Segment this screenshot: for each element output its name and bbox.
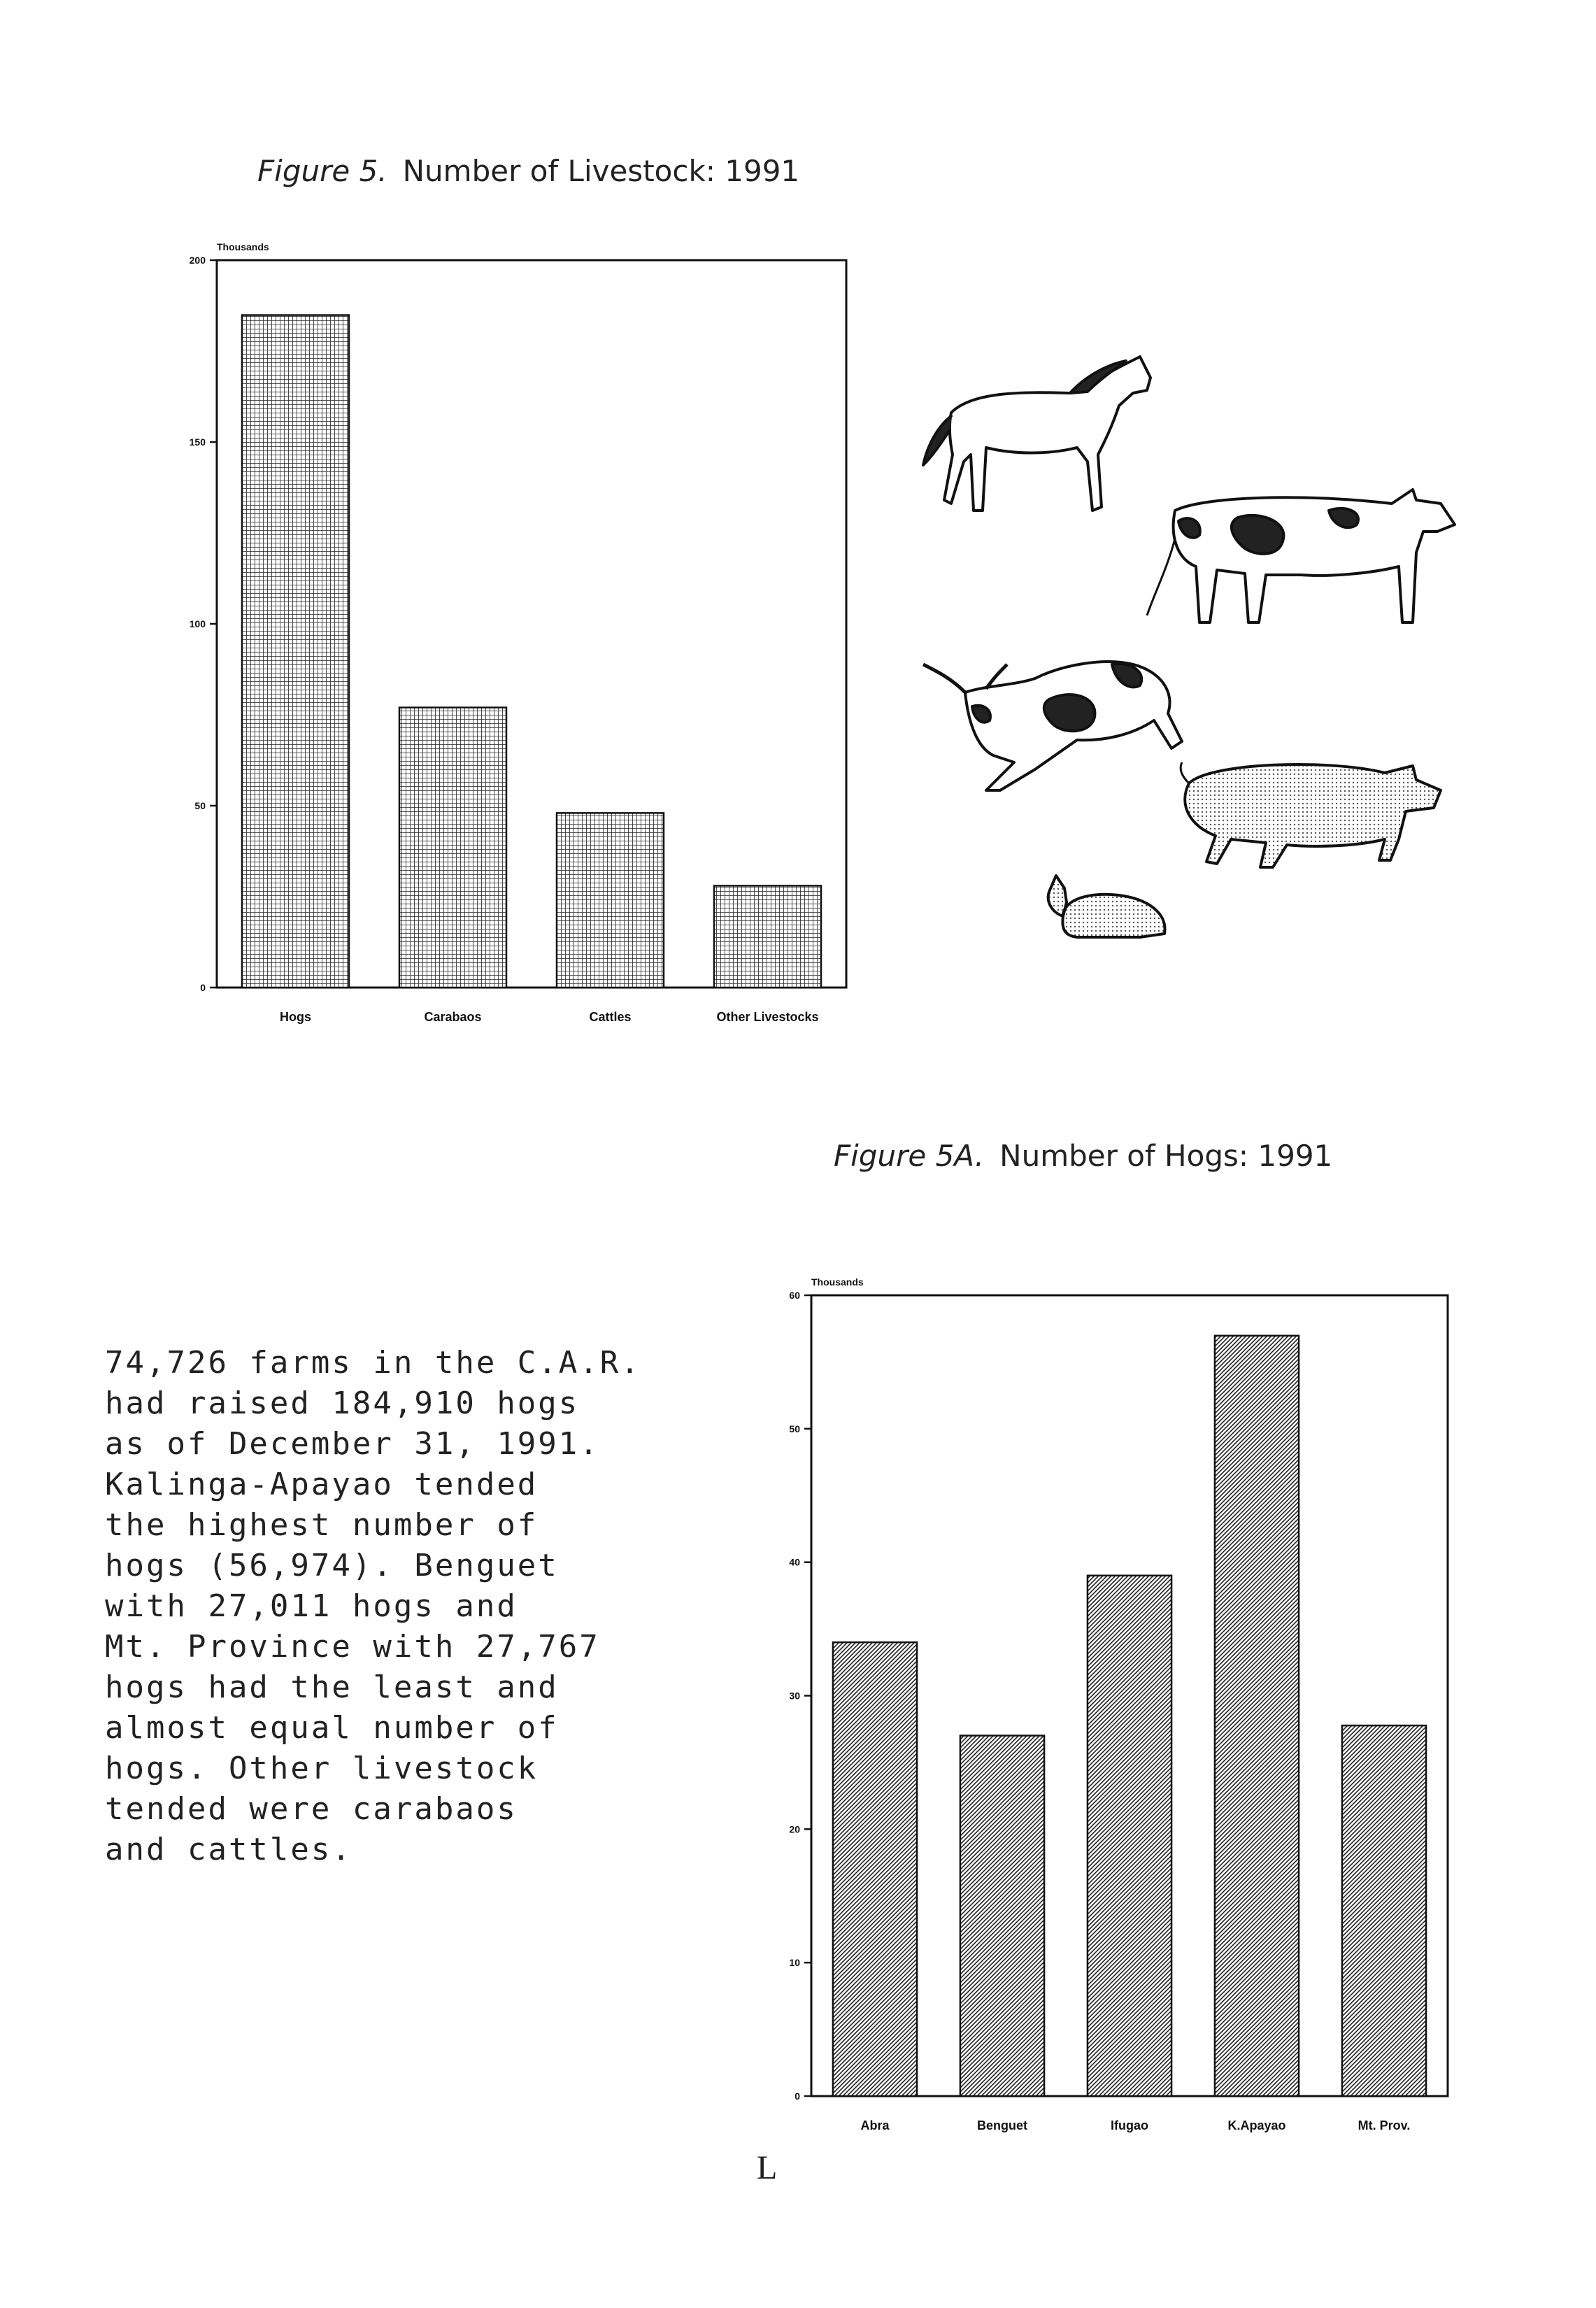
description-line: Mt. Province with 27,767 [105,1629,600,1665]
unit-label: Thousands [811,1276,864,1288]
rabbit-icon [1048,876,1165,937]
y-tick-label: 50 [789,1423,800,1434]
description-line: with 27,011 hogs and [105,1588,518,1624]
description-line: the highest number of [105,1507,539,1543]
livestock-chart [154,224,867,1049]
x-tick-label: Benguet [977,2118,1027,2132]
cow-icon [1147,490,1455,622]
x-tick-label: Mt. Prov. [1358,2118,1411,2132]
y-tick-label: 0 [795,2090,800,2102]
description-line: had raised 184,910 hogs [105,1385,580,1421]
figure-5a-label: Figure 5A. [834,1139,985,1173]
description-line: hogs. Other livestock [105,1751,539,1786]
bar [1215,1336,1299,2096]
description-paragraph [105,1343,641,1870]
unit-label: Thousands [217,241,269,252]
description-line: tended were carabaos [105,1791,518,1827]
y-tick-label: 150 [189,436,206,448]
bar [714,885,821,988]
x-tick-label: K.Apayao [1227,2118,1286,2132]
y-tick-label: 50 [194,800,206,811]
x-tick-label: Other Livestocks [716,1010,819,1024]
x-tick-label: Hogs [280,1010,311,1024]
bar [399,708,506,988]
y-tick-label: 10 [789,1957,800,1969]
bar [1342,1725,1426,2096]
x-tick-label: Cattles [589,1010,632,1024]
figure-5-caption: Number of Livestock: 1991 [402,154,800,188]
bar [242,315,349,988]
y-tick-label: 60 [789,1290,800,1301]
livestock-chart-svg [154,224,867,1049]
description-line: and cattles. [105,1832,352,1867]
description-line: hogs (56,974). Benguet [105,1548,559,1583]
bull-icon [923,662,1182,790]
livestock-illustration [909,350,1511,965]
y-tick-label: 40 [789,1556,800,1568]
x-tick-label: Ifugao [1111,2118,1148,2132]
page-mark: L [757,2149,778,2186]
figure-5a-title [834,1139,1332,1173]
bar [557,813,664,988]
description-line: 74,726 farms in the C.A.R. [105,1345,641,1381]
hogs-by-province-chart [748,1259,1462,2161]
y-tick-label: 20 [789,1823,800,1835]
description-line: hogs had the least and [105,1669,559,1705]
description-line: as of December 31, 1991. [105,1426,600,1462]
bar [833,1642,917,2096]
pig-icon [1181,762,1441,867]
bar [1088,1576,1171,2096]
figure-5-title [257,154,799,188]
y-tick-label: 200 [189,255,206,266]
description-line: Kalinga-Apayao tended [105,1467,539,1502]
y-tick-label: 100 [189,618,206,629]
y-tick-label: 30 [789,1690,800,1702]
bar [960,1736,1044,2096]
figure-5a-caption: Number of Hogs: 1991 [999,1139,1333,1173]
x-tick-label: Carabaos [424,1010,482,1024]
hogs-chart-svg [748,1259,1462,2161]
figure-5-label: Figure 5. [257,154,387,188]
horse-icon [923,357,1150,511]
y-tick-label: 0 [200,982,206,993]
x-tick-label: Abra [860,2118,890,2132]
description-line: almost equal number of [105,1710,559,1746]
